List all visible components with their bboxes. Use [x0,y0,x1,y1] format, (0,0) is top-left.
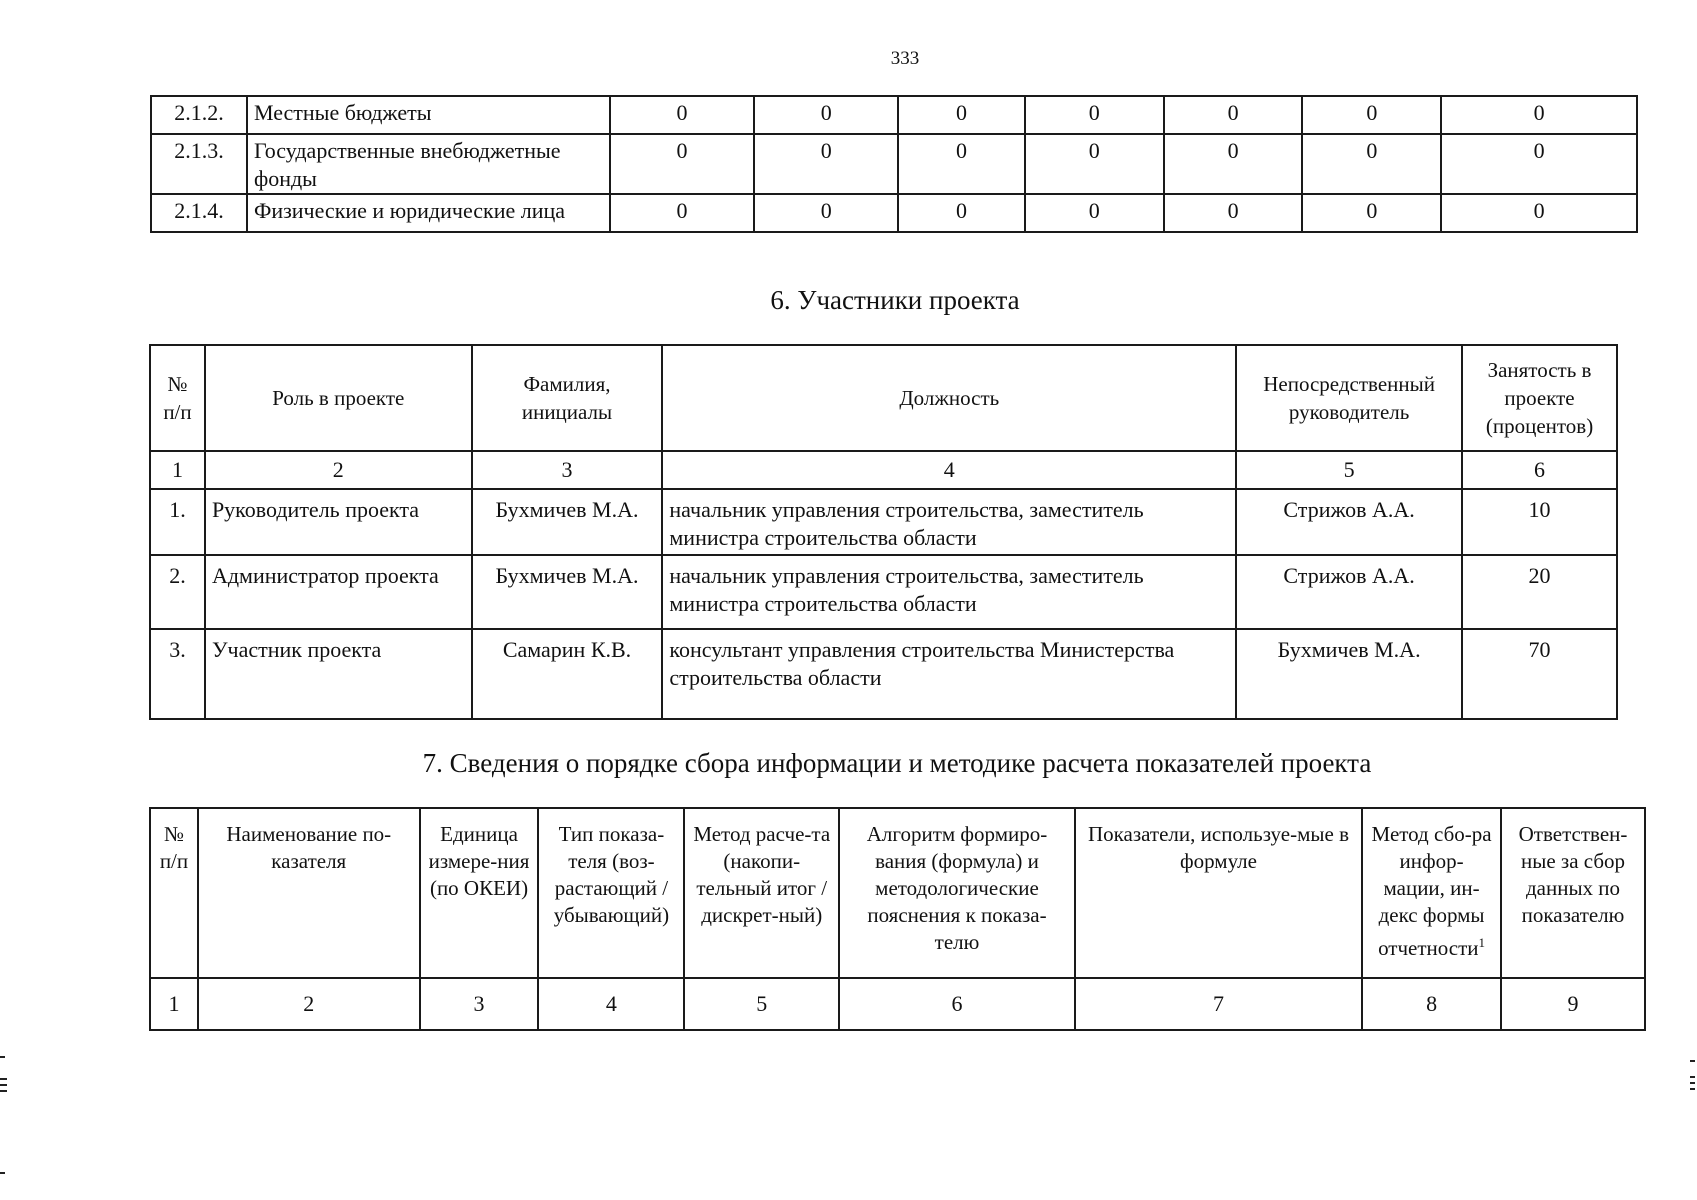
column-number: 4 [538,978,684,1030]
column-number: 5 [1236,451,1462,489]
position-cell: начальник управления строительства, заместитель министра строительства области [662,555,1236,629]
section-title-methodology: 7. Сведения о порядке сбора информации и методике расчета показателей проекта [422,748,1372,778]
header-cell: Роль в проекте [205,345,472,451]
position-cell: начальник управления строительства, заместитель министра строительства области [662,489,1236,555]
value-cell: 0 [1164,134,1303,194]
name-cell: Бухмичев М.А. [472,489,663,555]
scan-mark [0,1056,5,1058]
position-cell: консультант управления строительства Министерства строительства области [662,629,1236,719]
value-cell: 0 [1302,134,1441,194]
value-cell: 0 [1441,96,1637,134]
scan-mark [1690,1082,1695,1084]
participants-table [149,344,1618,720]
header-cell: Показатели, используе-мые в формуле [1075,808,1362,978]
header-cell: Ответствен-ные за сбор данных по показателю [1501,808,1645,978]
name-cell: Бухмичев М.А. [472,555,663,629]
value-cell: 0 [1164,194,1303,232]
header-cell: Единица измере-ния (по ОКЕИ) [420,808,539,978]
column-number: 6 [1462,451,1617,489]
row-number: 2.1.4. [151,194,247,232]
value-cell: 0 [1025,134,1164,194]
value-cell: 0 [610,96,755,134]
scan-mark [0,1090,7,1092]
value-cell: 0 [610,134,755,194]
value-cell: 0 [610,194,755,232]
table-row [151,96,1637,134]
header-cell-collection-method [1362,808,1501,978]
section-title-participants: 6. Участники проекта [770,285,1020,315]
header-row [150,808,1645,978]
header-cell: № п/п [150,345,205,451]
scan-mark [1690,1076,1695,1078]
value-cell: 0 [898,134,1025,194]
column-number: 8 [1362,978,1501,1030]
column-number: 3 [420,978,539,1030]
column-number: 2 [198,978,420,1030]
header-cell: Наименование по-казателя [198,808,420,978]
load-cell: 10 [1462,489,1617,555]
row-number: 2.1.3. [151,134,247,194]
column-number-row [150,451,1617,489]
column-number: 1 [150,978,198,1030]
row-name: Местные бюджеты [247,96,610,134]
header-cell: Должность [662,345,1236,451]
scan-mark [1690,1060,1695,1062]
header-cell: Непосредственный руководитель [1236,345,1462,451]
footnote-mark: 1 [1478,935,1486,950]
header-cell: Тип показа-теля (воз-растающий / убывающий) [538,808,684,978]
header-cell: Метод расче-та (накопи-тельный итог / дискрет-ный) [684,808,839,978]
value-cell: 0 [1302,96,1441,134]
value-cell: 0 [1025,96,1164,134]
header-text: Метод сбо-ра инфор-мации, ин-декс формы отчетности [1371,822,1492,960]
value-cell: 0 [1441,194,1637,232]
column-number: 3 [472,451,663,489]
value-cell: 0 [1025,194,1164,232]
column-number: 4 [662,451,1236,489]
value-cell: 0 [754,134,898,194]
scan-mark [1690,1088,1695,1090]
column-number: 6 [839,978,1075,1030]
load-cell: 20 [1462,555,1617,629]
value-cell: 0 [1441,134,1637,194]
page-number: 333 [890,48,920,69]
row-number: 3. [150,629,205,719]
header-cell: № п/п [150,808,198,978]
role-cell: Участник проекта [205,629,472,719]
column-number: 2 [205,451,472,489]
scan-mark [0,1172,5,1174]
manager-cell: Стрижов А.А. [1236,489,1462,555]
header-cell: Алгоритм формиро-вания (формула) и методологические пояснения к показа-телю [839,808,1075,978]
value-cell: 0 [898,194,1025,232]
table-row [150,629,1617,719]
row-name: Физические и юридические лица [247,194,610,232]
value-cell: 0 [754,194,898,232]
value-cell: 0 [1164,96,1303,134]
column-number: 7 [1075,978,1362,1030]
header-row [150,345,1617,451]
table-row [151,134,1637,194]
manager-cell: Бухмичев М.А. [1236,629,1462,719]
row-number: 2.1.2. [151,96,247,134]
value-cell: 0 [898,96,1025,134]
row-number: 2. [150,555,205,629]
methodology-table [149,807,1646,1031]
role-cell: Руководитель проекта [205,489,472,555]
name-cell: Самарин К.В. [472,629,663,719]
column-number: 5 [684,978,839,1030]
manager-cell: Стрижов А.А. [1236,555,1462,629]
column-number-row [150,978,1645,1030]
scan-mark [0,1078,7,1080]
row-name: Государственные внебюджетные фонды [247,134,610,194]
header-cell: Занятость в проекте (процентов) [1462,345,1617,451]
column-number: 1 [150,451,205,489]
value-cell: 0 [754,96,898,134]
load-cell: 70 [1462,629,1617,719]
row-number: 1. [150,489,205,555]
table-row [151,194,1637,232]
scan-mark [0,1084,7,1086]
table-row [150,555,1617,629]
value-cell: 0 [1302,194,1441,232]
column-number: 9 [1501,978,1645,1030]
table-row [150,489,1617,555]
role-cell: Администратор проекта [205,555,472,629]
budget-table [150,95,1638,233]
header-cell: Фамилия, инициалы [472,345,663,451]
